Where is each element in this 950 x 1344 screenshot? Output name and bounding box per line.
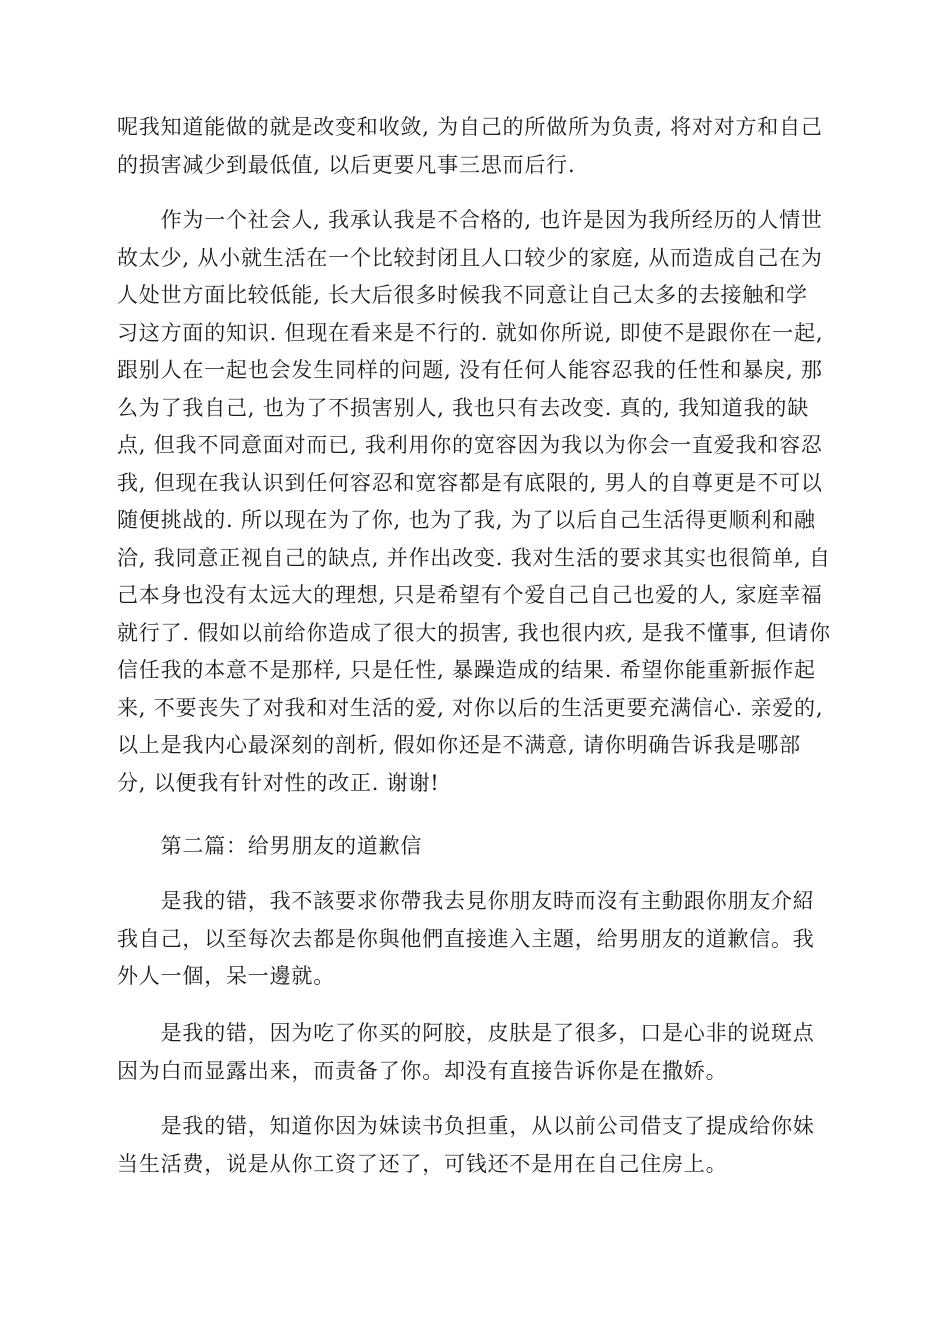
- text-line: 跟别人在一起也会发生同样的问题, 没有任何人能容忍我的任性和暴戾, 那: [117, 358, 823, 382]
- text-line: 以上是我内心最深刻的剖析, 假如你还是不满意, 请你明确告诉我是哪部: [117, 733, 801, 757]
- text-line: 分, 以便我有针对性的改正. 谢谢!: [117, 770, 440, 795]
- text-line: 我自己，以至每次去都是你與他們直接進入主題，给男朋友的道歉信。我: [117, 926, 815, 951]
- text-line: 故太少, 从小就生活在一个比较封闭且人口较少的家庭, 从而造成自己在为: [117, 245, 823, 270]
- paragraph-4: [117, 1015, 839, 1090]
- paragraph-3: [117, 883, 839, 996]
- text-line: 作为一个社会人, 我承认我是不合格的, 也许是因为我所经历的人情世: [117, 208, 823, 232]
- paragraph-1: [117, 109, 839, 184]
- text-line: 信任我的本意不是那样, 只是任性, 暴躁造成的结果. 希望你能重新振作起: [117, 658, 816, 682]
- text-line: 就行了. 假如以前给你造成了很大的损害, 我也很内疚, 是我不懂事, 但请你: [117, 620, 831, 645]
- text-line: 因为白而显露出来，而责备了你。却没有直接告诉你是在撒娇。: [117, 1058, 728, 1083]
- text-line: 的损害减少到最低值, 以后更要凡事三思而后行.: [117, 152, 576, 177]
- text-line: 是我的错，因为吃了你买的阿胶，皮肤是了很多，口是心非的说斑点: [117, 1021, 815, 1045]
- text-line: 来, 不要丧失了对我和对生活的爱, 对你以后的生活更要充满信心. 亲爱的,: [117, 695, 824, 720]
- text-line: 点, 但我不同意面对而已, 我利用你的宽容因为我以为你会一直爱我和容忍: [117, 433, 823, 457]
- text-line: 习这方面的知识. 但现在看来是不行的. 就如你所说, 即使不是跟你在一起,: [117, 320, 824, 345]
- text-line: 是我的错，知道你因为妹读书负担重，从以前公司借支了提成给你妹: [117, 1114, 815, 1138]
- heading-line: 第二篇：给男朋友的道歉信: [117, 834, 423, 858]
- section-heading: [117, 828, 839, 866]
- text-line: 随便挑战的. 所以现在为了你, 也为了我, 为了以后自己生活得更顺利和融: [117, 508, 816, 532]
- text-line: 么为了我自己, 也为了不损害别人, 我也只有去改变. 真的, 我知道我的缺: [117, 395, 809, 420]
- text-line: 呢我知道能做的就是改变和收敛, 为自己的所做所为负责, 将对对方和自己: [117, 115, 823, 139]
- text-line: 当生活费，说是从你工资了还了，可钱还不是用在自己住房上。: [117, 1151, 728, 1176]
- text-line: 我, 但现在我认识到任何容忍和宽容都是有底限的, 男人的自尊更是不可以: [117, 470, 823, 495]
- text-line: 洽, 我同意正视自己的缺点, 并作出改变. 我对生活的要求其实也很简单, 自: [117, 545, 831, 570]
- text-line: 是我的错，我不該要求你帶我去見你朋友時而沒有主動跟你朋友介紹: [117, 889, 815, 913]
- paragraph-2: [117, 202, 839, 802]
- text-line: 己本身也没有太远大的理想, 只是希望有个爱自己自己也爱的人, 家庭幸福: [117, 583, 823, 607]
- paragraph-5: [117, 1108, 839, 1183]
- text-line: 外人一個，呆一邊就。: [117, 964, 335, 988]
- text-line: 人处世方面比较低能, 长大后很多时候我不同意让自己太多的去接触和学: [117, 283, 808, 307]
